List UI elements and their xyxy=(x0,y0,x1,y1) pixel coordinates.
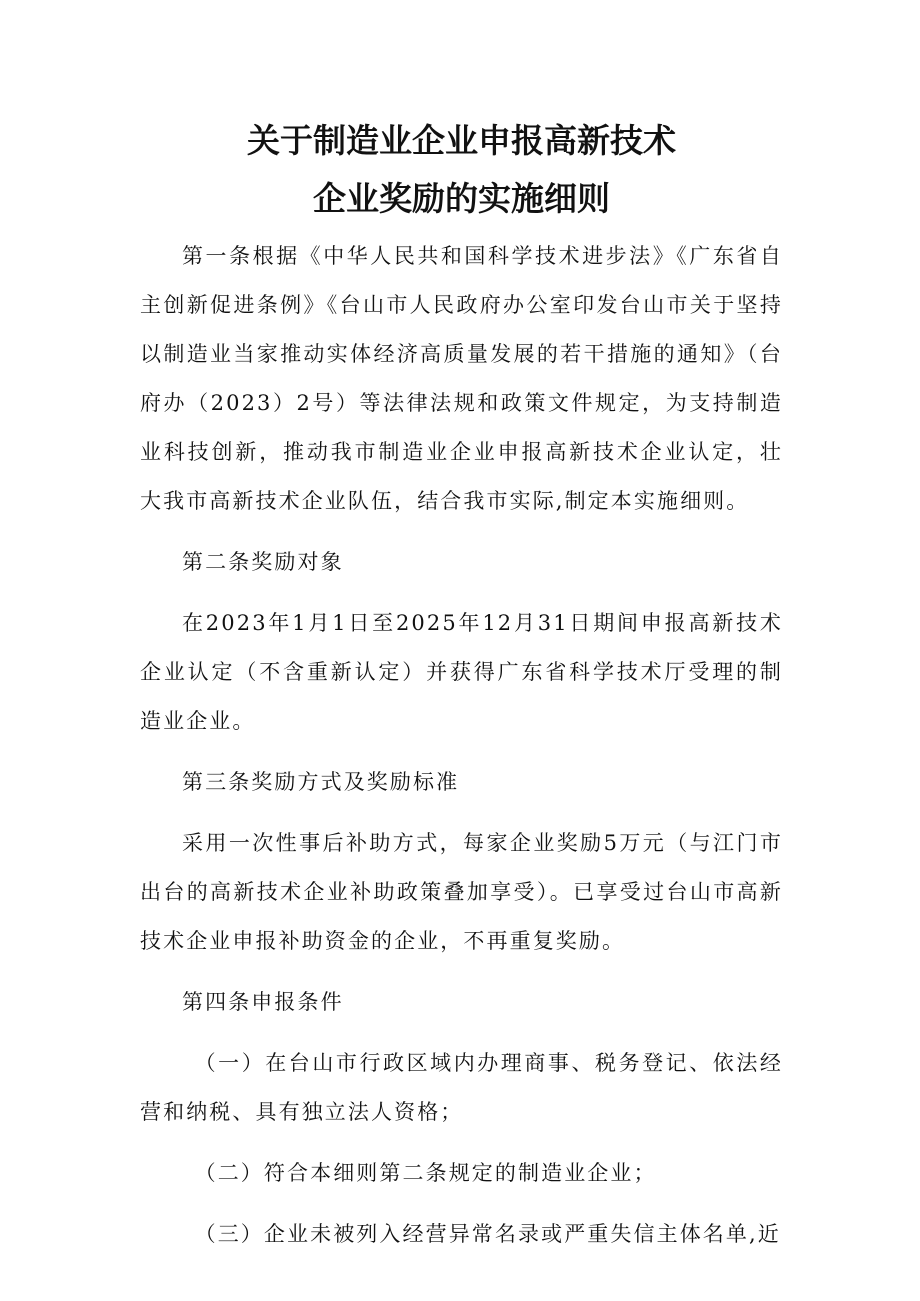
paragraph-gap xyxy=(140,587,783,599)
document-title xyxy=(140,112,783,228)
article-3-paragraph: 采用一次性事后补助方式，每家企业奖励5万元（与江门市出台的高新技术企业补助政策叠加享受）。已享受过台山市高新技术企业申报补助资金的企业，不再重复奖励。 xyxy=(140,831,783,953)
article-2-heading: 第二条奖励对象 xyxy=(182,550,344,574)
paragraph-gap xyxy=(140,1027,783,1039)
article-1-paragraph: 第一条根据《中华人民共和国科学技术进步法》《广东省自主创新促进条例》《台山市人民政府办公室印发台山市关于坚持以制造业当家推动实体经济高质量发展的若干措施的通知》（台府办（2023）2号）等法律法规和政策文件规定，为支持制造业科技创新，推动我市制造业企业申报高新技术企业认定，壮大我市高新技术企业队伍，结合我市实际,制定本实施细则。 xyxy=(140,244,783,513)
paragraph-gap xyxy=(140,966,783,978)
title-line-2: 企业奖励的实施细则 xyxy=(313,179,610,218)
article-4-item-1: （一）在台山市行政区域内办理商事、税务登记、依法经营和纳税、具有独立法人资格； xyxy=(140,1051,783,1124)
article-3-heading: 第三条奖励方式及奖励标准 xyxy=(182,770,460,794)
title-line-1: 关于制造业企业申报高新技术 xyxy=(247,121,676,160)
paragraph-gap xyxy=(140,1198,783,1210)
document-body xyxy=(140,232,783,1259)
article-4-item-2: （二）符合本细则第二条规定的制造业企业； xyxy=(194,1161,657,1185)
article-2-paragraph: 在2023年1月1日至2025年12月31日期间申报高新技术企业认定（不含重新认定）并获得广东省科学技术厅受理的制造业企业。 xyxy=(140,611,783,733)
paragraph-gap xyxy=(140,526,783,538)
article-4-item-3: （三）企业未被列入经营异常名录或严重失信主体名单,近 xyxy=(194,1222,781,1246)
paragraph-gap xyxy=(140,746,783,758)
article-4-heading: 第四条申报条件 xyxy=(182,990,344,1014)
paragraph-gap xyxy=(140,807,783,819)
paragraph-gap xyxy=(140,1137,783,1149)
